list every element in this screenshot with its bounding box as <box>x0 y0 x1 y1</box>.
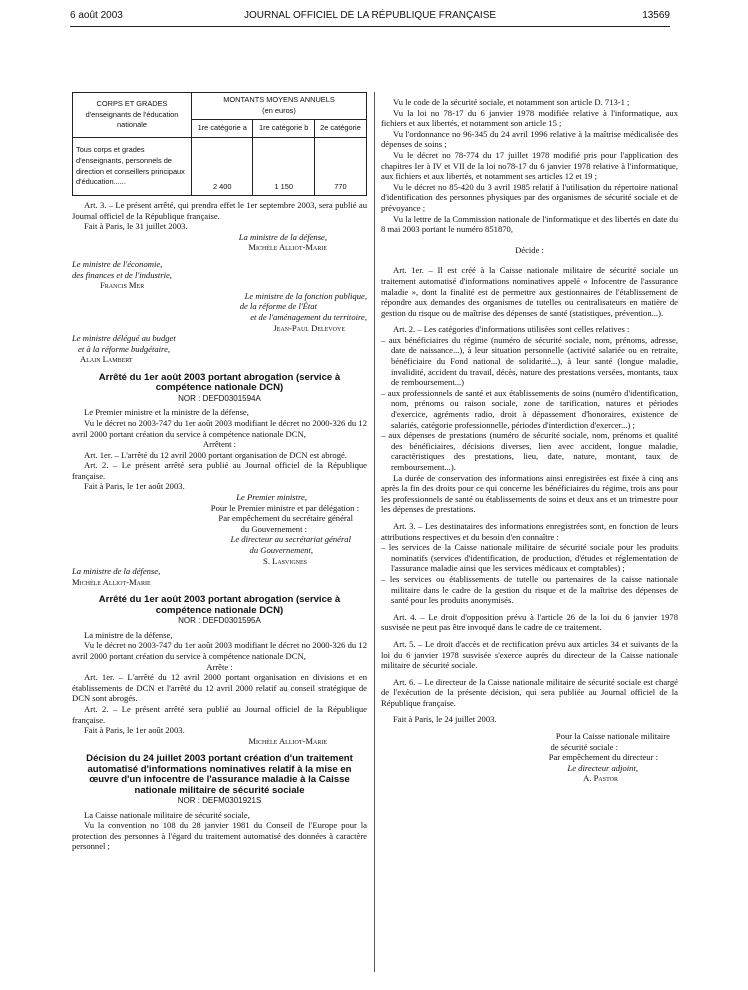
arrete-2-title: Arrêté du 1er août 2003 portant abrogation (service à compétence nationale DCN) <box>98 594 341 616</box>
signature-budget-role-2: et à la réforme budgétaire, <box>78 343 171 354</box>
left-column <box>72 92 367 852</box>
vu-loi-78-17: Vu la loi no 78-17 du 6 janvier 1978 modifiée relative à l'informatique, aux fichiers et aux libertés, et notamment son article 15 ; <box>381 107 678 129</box>
table-header-cat-a: 1re catégorie a <box>192 120 253 138</box>
arrete-1-sig-empechement: Par empêchement du secrétaire général <box>218 513 353 524</box>
decision-sig-directeur-adjoint: Le directeur adjoint, <box>567 762 638 773</box>
allowance-table <box>72 92 367 196</box>
arrete-2-fait: Fait à Paris, le 1er août 2003. <box>84 725 185 736</box>
decision-article-3: Art. 3. – Les destinataires des informations enregistrées sont, en fonction de leurs attributions respectives et du besoin d'en connaître : <box>381 520 678 542</box>
header-date: 6 août 2003 <box>70 10 123 21</box>
vu-decret-78-774: Vu le décret no 78-774 du 17 juillet 1978 modifié pris pour l'application des chapitres Ier à IV et VII de la loi no78-17 du 6 janvier 1978 relative à l'informatique, aux fichiers et aux libertés, et notamment ses articles 12 et 19 ; <box>381 149 678 182</box>
signature-budget-name: Alain Lambert <box>80 354 133 365</box>
article-3-item-services-caisse: – les services de la Caisse nationale militaire de sécurité sociale pour les produits nominatifs (services d'identification, de production, d'études et réglementation de l'assurance maladie ainsi que les services médicaux et comptables) ; <box>381 542 678 574</box>
decision-fait: Fait à Paris, le 24 juillet 2003. <box>393 714 497 725</box>
table-header-corps: CORPS ET GRADES d'enseignants de l'éducation nationale <box>73 93 192 138</box>
decision-article-1: Art. 1er. – Il est créé à la Caisse nationale militaire de sécurité sociale un traitement automatisé d'informations nominatives appelé « Infocentre de l'assurance maladie », dont la finalité est de permettre aux gestionnaires de l'établissement de répondre aux demandes des organismes de tutelles ou centralisateurs en matière de gestion du risque ou de maîtrise des dépenses de santé (statistiques, prévention...). <box>381 265 678 318</box>
arrete-1-arretent: Arrêtent : <box>202 439 237 450</box>
right-column <box>381 97 678 784</box>
decision-sig-caisse: Pour la Caisse nationale militaire <box>555 731 670 742</box>
header-rule <box>70 26 670 27</box>
decision-sig-name: A. Pastor <box>583 773 618 784</box>
spacer <box>381 235 678 245</box>
decision-article-2: Art. 2. – Les catégories d'informations utilisées sont celles relatives : <box>393 324 630 335</box>
arrete-1-vu: Vu le décret no 2003-747 du 1er août 2003 modifiant le décret no 2000-326 du 12 avril 2000 portant création du service à compétence nationale DCN, <box>72 417 367 439</box>
arrete-1-article-2: Art. 2. – Le présent arrêté sera publié au Journal officiel de la République française. <box>72 460 367 481</box>
arrete-1-sig-ministre-defense-name: Michèle Alliot-Marie <box>72 576 151 587</box>
table-value-cat-a: 2 400 <box>192 138 253 196</box>
signature-ministre-defense-role: La ministre de la défense, <box>238 231 327 242</box>
signature-fonction-publique-role-3: et de l'aménagement du territoire, <box>250 311 367 322</box>
decision-article-5: Art. 5. – Le droit d'accès et de rectification prévu aux articles 34 et suivants de la loi du 6 janvier 1978 susvisée s'exerce auprès du directeur de la Caisse nationale militaire de sécurité sociale. <box>381 638 678 671</box>
arrete-1-article-1: Art. 1er. – L'arrêté du 12 avril 2000 portant organisation de DCN est abrogé. <box>84 449 347 460</box>
arrete-2-nor: NOR : DEFD0301595A <box>178 616 261 626</box>
signature-fonction-publique-role-1: Le ministre de la fonction publique, <box>244 290 367 301</box>
arrete-1-preamble: Le Premier ministre et la ministre de la défense, <box>84 407 249 418</box>
article-2-item-beneficiaires: – aux bénéficiaires du régime (numéro de sécurité sociale, nom, prénoms, adresse, date de naissance...), à leur situation personnelle (activité salariée ou en retraite, bénéficiaire du Fond national de solidarité...), à leur santé (longue maladie, invalidité, accident du travail, décès, nature des prestations versées, montants, taux de remboursement...) <box>381 334 678 388</box>
table-header-cat-b: 1re catégorie b <box>253 120 314 138</box>
signature-economie-role-1: Le ministre de l'économie, <box>72 258 163 269</box>
decide: Décide : <box>515 244 544 255</box>
decision-nor: NOR : DEFM0301921S <box>177 795 262 805</box>
spacer <box>381 255 678 265</box>
article-2-item-depenses: – aux dépenses de prestations (numéro de sécurité sociale, nom, prénoms et qualité des bénéficiaires, décisions diverses, lien avec accident, longue maladie, caractéristiques des prestations, lieu, date, nature, montant, taux de remboursement...). <box>381 430 678 472</box>
signature-ministre-defense-name: Michèle Alliot-Marie <box>248 242 327 253</box>
header-journal-title: JOURNAL OFFICIEL DE LA RÉPUBLIQUE FRANÇAISE <box>243 10 497 21</box>
signature-economie-name: Francis Mer <box>100 280 145 291</box>
decision-sig-empechement: Par empêchement du directeur : <box>548 752 658 763</box>
signature-budget-role-1: Le ministre délégué au budget <box>72 333 176 344</box>
article-2-item-professionnels: – aux professionnels de santé et aux établissements de soins (numéro d'identification, nom, prénoms ou raison sociale, zone de tarification, natures et périodes d'exercice, agréments radio, droit à dépassement d'honoraires, existence de salariés, catégorie professionnelle, périodes d'interdiction d'exercer...) ; <box>381 387 678 430</box>
signature-fonction-publique-role-2: de la réforme de l'État <box>239 301 317 312</box>
arrete-2-arrete: Arrête : <box>206 661 233 672</box>
decision-sig-securite-sociale: de sécurité sociale : <box>550 741 618 752</box>
arrete-1-sig-directeur: Le directeur au secrétariat général <box>230 534 351 545</box>
arrete-2-article-2: Art. 2. – Le présent arrêté sera publié au Journal officiel de la République française. <box>72 703 367 725</box>
vu-decret-85-420: Vu le décret no 85-420 du 3 avril 1985 relatif à l'utilisation du répertoire national d'identification des personnes physiques par des organismes de sécurité sociale et de prévoyance ; <box>381 181 678 213</box>
table-header-montants-label: MONTANTS MOYENS ANNUELS <box>223 95 335 105</box>
decision-article-4: Art. 4. – Le droit d'opposition prévu à l'article 26 de la loi du 6 janvier 1978 susvisée ne peut pas être invoqué dans le cadre de ce traitement. <box>381 611 678 633</box>
arrete-1-sig-directeur-2: du Gouvernement, <box>249 545 313 556</box>
article-3-item-tutelle: – les services ou établissements de tutelle ou partenaires de la caisse nationale militaire dans le cadre de la gestion du risque et de la maîtrise des dépenses de santé pour les produits anonymisés. <box>381 573 678 606</box>
table-value-cat-2: 770 <box>314 138 366 196</box>
table-header-montants <box>192 93 367 120</box>
page-header <box>70 8 670 28</box>
signature-economie-role-2: des finances et de l'industrie, <box>72 269 172 280</box>
arrete-1-sig-gouvernement: du Gouvernement : <box>240 523 307 534</box>
arrete-1-sig-name: S. Lasvignes <box>263 555 307 566</box>
table-header-cat-2: 2e catégorie <box>314 120 366 138</box>
arrete-1-sig-premier-ministre: Le Premier ministre, <box>236 492 307 503</box>
decision-article-6: Art. 6. – Le directeur de la Caisse nationale militaire de sécurité sociale est chargé de l'exécution de la présente décision, qui sera publiée au Journal officiel de la République française. <box>381 676 678 708</box>
decision-preamble: La Caisse nationale militaire de sécurité sociale, <box>84 809 250 820</box>
table-value-cat-b: 1 150 <box>253 138 314 196</box>
vu-code-securite-sociale: Vu le code de la sécurité sociale, et notamment son article D. 713-1 ; <box>393 97 630 107</box>
table-header-unit: (en euros) <box>262 106 296 115</box>
arrete-1-nor: NOR : DEFD0301594A <box>178 393 261 403</box>
arrete-1-title: Arrêté du 1er août 2003 portant abrogation (service à compétence nationale DCN) <box>98 371 341 394</box>
decision-title: Décision du 24 juillet 2003 portant création d'un traitement automatisé d'informations nominatives relatif à la mise en œuvre d'un infocentre de l'assurance maladie à la Caisse nationale militaire de sécurité sociale <box>86 753 353 796</box>
column-separator <box>374 92 375 972</box>
duree-conservation: La durée de conservation des informations ainsi enregistrées est fixée à cinq ans après la fin des droits pour ce qui concerne les bénéficiaires du régime, trois ans pour les professionnels de santé ou établissements de soins et deux ans et un trimestre pour les dépenses de prestations. <box>381 472 678 515</box>
signature-fonction-publique-name: Jean-Paul Delevoye <box>273 322 345 333</box>
header-page-number: 13569 <box>642 10 670 21</box>
article-3: Art. 3. – Le présent arrêté, qui prendra effet le 1er septembre 2003, sera publié au Journal officiel de la République française. <box>72 200 367 221</box>
arrete-2-preamble: La ministre de la défense, <box>84 629 173 640</box>
arrete-1-sig-delegation: Pour le Premier ministre et par délégation : <box>210 502 359 513</box>
table-row-label: Tous corps et grades d'enseignants, personnels de direction et conseillers principaux d'éducation...... <box>73 138 192 196</box>
arrete-2-sig-name: Michèle Alliot-Marie <box>248 735 327 746</box>
fait-a-paris-1: Fait à Paris, le 31 juillet 2003. <box>84 221 188 232</box>
decision-vu-convention: Vu la convention no 108 du 28 janvier 1981 du Conseil de l'Europe pour la protection des personnes à l'égard du traitement automatisé des données à caractère personnel ; <box>72 820 367 852</box>
vu-lettre-cnil: Vu la lettre de la Commission nationale de l'informatique et des libertés en date du 8 mai 2003 portant le numéro 851870, <box>381 213 678 235</box>
arrete-2-article-1: Art. 1er. – L'arrêté du 12 avril 2000 portant organisation en divisions et en établissements de DCN et l'arrêté du 12 avril 2000 relatif au conseil stratégique de DCN sont abrogés. <box>72 672 367 704</box>
arrete-1-sig-ministre-defense-role: La ministre de la défense, <box>72 566 161 577</box>
vu-ordonnance-96-345: Vu l'ordonnance no 96-345 du 24 avril 1996 relative à la maîtrise médicalisée des dépenses de soins ; <box>381 128 678 150</box>
arrete-2-vu: Vu le décret no 2003-747 du 1er août 2003 modifiant le décret no 2000-326 du 12 avril 2000 portant création du service à compétence nationale DCN, <box>72 640 367 661</box>
arrete-1-fait: Fait à Paris, le 1er août 2003. <box>84 481 185 492</box>
